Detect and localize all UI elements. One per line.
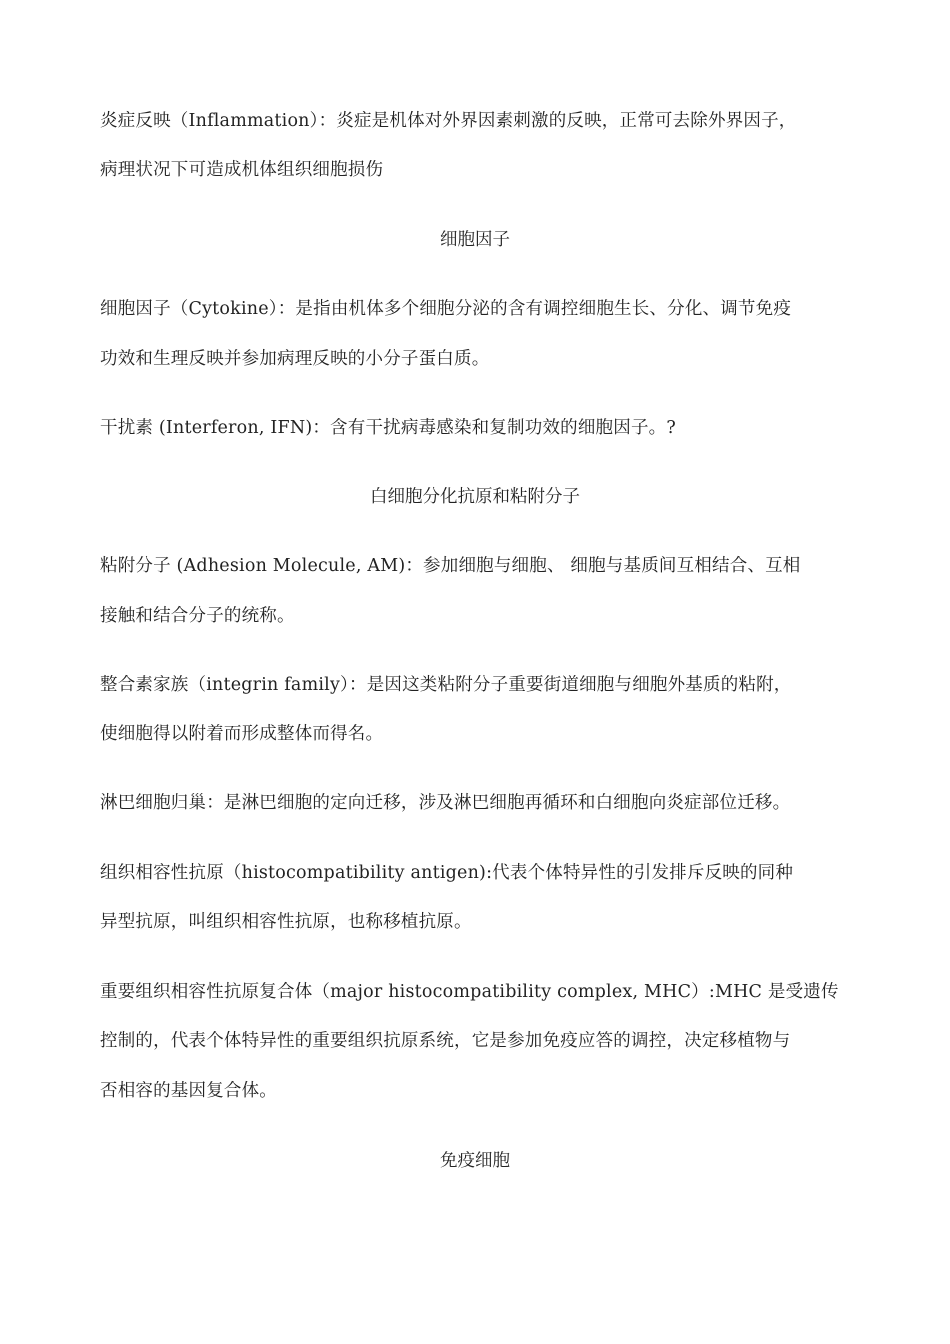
histocompatibility-line-2: 异型抗原，叫组织相容性抗原，也称移植抗原。 (100, 912, 472, 932)
cytokine-line-1: 细胞因子（Cytokine）：是指由机体多个细胞分泌的含有调控细胞生长、分化、调节免疫 (100, 299, 792, 319)
interferon-line-1: 干扰素 (Interferon, IFN)：含有干扰病毒感染和复制功效的细胞因子。? (100, 418, 676, 438)
inflammation-line-1: 炎症反映（Inflammation）：炎症是机体对外界因素刺激的反映，正常可去除外界因子， (100, 111, 797, 131)
cytokine-line-2: 功效和生理反映并参加病理反映的小分子蛋白质。 (100, 349, 490, 369)
inflammation-line-2: 病理状况下可造成机体组织细胞损伤 (100, 160, 384, 180)
mhc-line-1: 重要组织相容性抗原复合体（major histocompatibility complex, MHC）:MHC 是受遗传 (100, 982, 839, 1002)
integrin-line-1: 整合素家族（integrin family）：是因这类粘附分子重要街道细胞与细胞外基质的粘附， (100, 675, 792, 695)
integrin-line-2: 使细胞得以附着而形成整体而得名。 (100, 724, 384, 744)
mhc-line-2: 控制的，代表个体特异性的重要组织抗原系统，它是参加免疫应答的调控，决定移植物与 (100, 1031, 791, 1051)
heading-cd-and-adhesion: 白细胞分化抗原和粘附分子 (370, 487, 580, 507)
heading-immune-cells: 免疫细胞 (440, 1151, 510, 1171)
heading-cytokines: 细胞因子 (440, 230, 510, 250)
mhc-line-3: 否相容的基因复合体。 (100, 1081, 277, 1101)
adhesion-line-2: 接触和结合分子的统称。 (100, 606, 295, 626)
histocompatibility-line-1: 组织相容性抗原（histocompatibility antigen):代表个体特异性的引发排斥反映的同种 (100, 863, 794, 883)
adhesion-line-1: 粘附分子 (Adhesion Molecule, AM)：参加细胞与细胞、 细胞与基质间互相结合、互相 (100, 556, 801, 576)
lymphocyte-homing-line-1: 淋巴细胞归巢：是淋巴细胞的定向迁移，涉及淋巴细胞再循环和白细胞向炎症部位迁移。 (100, 793, 791, 813)
